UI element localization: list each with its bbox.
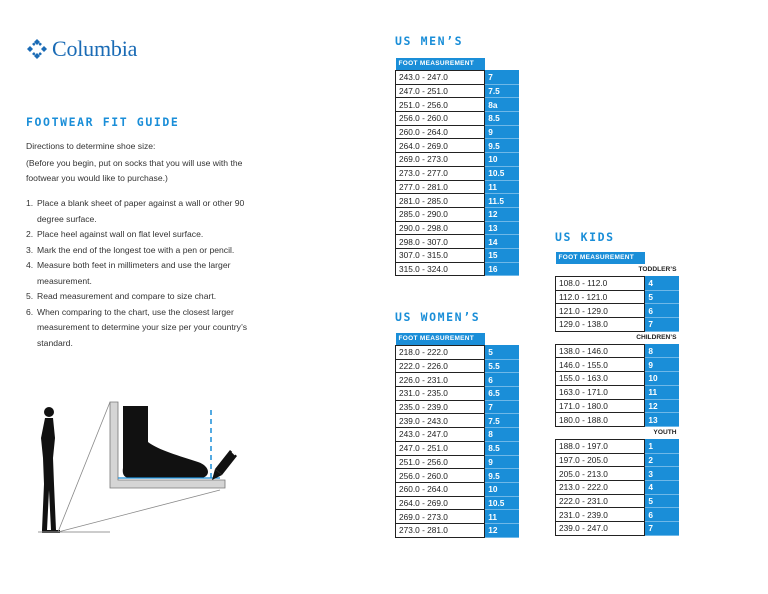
size-cell: 8.5	[485, 441, 519, 455]
size-cell: 6.5	[485, 387, 519, 401]
step-text: Place heel against wall on flat level surface.	[37, 229, 204, 239]
size-cell: 4	[645, 277, 679, 291]
size-cell: 5.5	[485, 359, 519, 373]
table-row	[396, 153, 519, 167]
table-row	[396, 221, 519, 235]
table-row	[556, 358, 679, 372]
size-cell: 13	[645, 413, 679, 427]
table-row	[556, 413, 679, 427]
table-row	[396, 359, 519, 373]
directions	[26, 139, 266, 188]
table-row	[396, 166, 519, 180]
measurement-cell: 251.0 - 256.0	[396, 98, 485, 112]
table-header-row	[396, 333, 519, 346]
table-row	[396, 482, 519, 496]
table-row	[556, 304, 679, 318]
person-silhouette-icon	[41, 407, 60, 533]
size-cell: 7.5	[485, 84, 519, 98]
step-item	[26, 258, 266, 289]
measurement-cell: 247.0 - 251.0	[396, 441, 485, 455]
measurement-cell: 260.0 - 264.0	[396, 482, 485, 496]
measurement-cell: 264.0 - 269.0	[396, 496, 485, 510]
step-item	[26, 196, 266, 227]
measurement-cell: 256.0 - 260.0	[396, 112, 485, 126]
size-cell: 8	[645, 344, 679, 358]
header-spacer	[645, 252, 679, 264]
step-text: Mark the end of the longest toe with a pen or pencil.	[37, 244, 235, 255]
table-row	[396, 262, 519, 276]
measurement-cell: 247.0 - 251.0	[396, 84, 485, 98]
size-cell: 11	[485, 510, 519, 524]
measurement-cell: 251.0 - 256.0	[396, 455, 485, 469]
measurement-cell: 239.0 - 243.0	[396, 414, 485, 428]
size-cell: 7	[485, 71, 519, 85]
measurement-cell: 197.0 - 205.0	[556, 453, 645, 467]
table-row	[396, 71, 519, 85]
size-cell: 11.5	[485, 194, 519, 208]
size-cell: 10.5	[485, 496, 519, 510]
measurement-cell: 239.0 - 247.0	[556, 522, 645, 536]
measurement-cell: 171.0 - 180.0	[556, 399, 645, 413]
size-cell: 10	[485, 153, 519, 167]
group-label: TODDLER’S	[556, 264, 679, 277]
kids-title: US KIDS	[555, 230, 615, 244]
size-cell: 15	[485, 248, 519, 262]
table-row	[396, 180, 519, 194]
step-item	[26, 243, 266, 259]
size-cell: 7	[485, 400, 519, 414]
size-cell: 8	[485, 428, 519, 442]
table-row	[556, 480, 679, 494]
step-item	[26, 305, 266, 352]
measurement-cell: 243.0 - 247.0	[396, 71, 485, 85]
measurement-cell: 298.0 - 307.0	[396, 235, 485, 249]
table-row	[396, 510, 519, 524]
size-cell: 12	[485, 523, 519, 537]
womens-title: US WOMEN’S	[395, 310, 481, 324]
measurement-cell: 290.0 - 298.0	[396, 221, 485, 235]
table-row	[396, 125, 519, 139]
foot-illustration-icon	[123, 406, 208, 478]
size-cell: 12	[645, 399, 679, 413]
size-cell: 16	[485, 262, 519, 276]
table-row	[396, 248, 519, 262]
measurement-cell: 273.0 - 281.0	[396, 523, 485, 537]
measurement-cell: 243.0 - 247.0	[396, 428, 485, 442]
mens-size-table	[395, 58, 519, 276]
table-row	[556, 399, 679, 413]
step-number: 1.	[26, 198, 34, 208]
step-item	[26, 227, 266, 243]
header-spacer	[485, 333, 519, 346]
size-cell: 6	[645, 508, 679, 522]
measurement-cell: 307.0 - 315.0	[396, 248, 485, 262]
measurement-cell: 277.0 - 281.0	[396, 180, 485, 194]
size-cell: 6	[645, 304, 679, 318]
table-row	[556, 453, 679, 467]
table-row	[396, 98, 519, 112]
kids-size-table	[555, 252, 679, 536]
measurement-cell: 315.0 - 324.0	[396, 262, 485, 276]
table-row	[556, 522, 679, 536]
steps-list	[26, 196, 266, 351]
measurement-cell: 281.0 - 285.0	[396, 194, 485, 208]
step-text: When comparing to the chart, use the closest larger measurement to determine your size per your country’s standard.	[37, 306, 248, 348]
size-cell: 11	[485, 180, 519, 194]
table-row	[556, 290, 679, 304]
measurement-cell: 273.0 - 277.0	[396, 166, 485, 180]
header-spacer	[485, 58, 519, 71]
measurement-cell: 264.0 - 269.0	[396, 139, 485, 153]
measurement-cell: 188.0 - 197.0	[556, 439, 645, 453]
table-row	[396, 139, 519, 153]
measurement-cell: 205.0 - 213.0	[556, 467, 645, 481]
group-label: YOUTH	[556, 426, 679, 439]
table-header-row	[556, 252, 679, 264]
brand-logo	[26, 36, 137, 62]
table-row	[396, 523, 519, 537]
measurement-cell: 121.0 - 129.0	[556, 304, 645, 318]
measurement-cell: 112.0 - 121.0	[556, 290, 645, 304]
measurement-illustration	[30, 398, 250, 538]
step-item	[26, 289, 266, 305]
table-row	[556, 508, 679, 522]
measurement-cell: 235.0 - 239.0	[396, 400, 485, 414]
size-cell: 8a	[485, 98, 519, 112]
size-cell: 5	[485, 346, 519, 360]
size-cell: 3	[645, 467, 679, 481]
table-row	[556, 467, 679, 481]
group-label-row	[556, 331, 679, 344]
measurement-cell: 269.0 - 273.0	[396, 510, 485, 524]
table-row	[556, 344, 679, 358]
group-label: CHILDREN’S	[556, 331, 679, 344]
table-row	[556, 318, 679, 332]
step-number: 6.	[26, 306, 34, 317]
size-cell: 4	[645, 480, 679, 494]
diamond-logo-icon	[26, 38, 48, 60]
measurement-cell: 231.0 - 239.0	[556, 508, 645, 522]
measurement-cell: 260.0 - 264.0	[396, 125, 485, 139]
table-row	[396, 373, 519, 387]
brand-name: Columbia	[52, 36, 138, 61]
table-row	[556, 372, 679, 386]
womens-size-table	[395, 333, 519, 538]
measurement-cell: 163.0 - 171.0	[556, 385, 645, 399]
size-cell: 14	[485, 235, 519, 249]
size-cell: 9.5	[485, 469, 519, 483]
step-number: 3.	[26, 244, 34, 255]
foot-measurement-header: FOOT MEASUREMENT	[556, 252, 645, 264]
table-row	[396, 414, 519, 428]
size-cell: 11	[645, 385, 679, 399]
foot-measurement-header: FOOT MEASUREMENT	[396, 58, 485, 71]
size-cell: 7.5	[485, 414, 519, 428]
directions-note: (Before you begin, put on socks that you will use with the footwear you would like to purchase.)	[26, 158, 243, 183]
size-cell: 9	[645, 358, 679, 372]
table-row	[396, 469, 519, 483]
directions-heading: Directions to determine shoe size:	[26, 141, 156, 151]
measurement-cell: 180.0 - 188.0	[556, 413, 645, 427]
table-row	[556, 439, 679, 453]
table-row	[396, 112, 519, 126]
measurement-cell: 222.0 - 226.0	[396, 359, 485, 373]
mens-title: US MEN’S	[395, 34, 464, 48]
measurement-cell: 231.0 - 235.0	[396, 387, 485, 401]
table-row	[556, 385, 679, 399]
table-header-row	[396, 58, 519, 71]
table-row	[396, 400, 519, 414]
measurement-cell: 218.0 - 222.0	[396, 346, 485, 360]
size-cell: 9	[485, 455, 519, 469]
step-text: Measure both feet in millimeters and use the larger measurement.	[37, 260, 231, 286]
step-number: 2.	[26, 229, 34, 239]
table-row	[396, 496, 519, 510]
size-cell: 7	[645, 522, 679, 536]
table-row	[396, 441, 519, 455]
measurement-cell: 285.0 - 290.0	[396, 207, 485, 221]
table-row	[396, 207, 519, 221]
size-cell: 5	[645, 494, 679, 508]
table-row	[396, 428, 519, 442]
measurement-cell: 146.0 - 155.0	[556, 358, 645, 372]
size-cell: 10	[645, 372, 679, 386]
size-cell: 7	[645, 318, 679, 332]
table-row	[396, 455, 519, 469]
size-cell: 5	[645, 290, 679, 304]
table-row	[396, 194, 519, 208]
group-label-row	[556, 426, 679, 439]
size-cell: 10	[485, 482, 519, 496]
table-row	[556, 494, 679, 508]
guide-title: FOOTWEAR FIT GUIDE	[26, 115, 180, 129]
size-cell: 9	[485, 125, 519, 139]
size-cell: 12	[485, 207, 519, 221]
size-cell: 10.5	[485, 166, 519, 180]
size-cell: 1	[645, 439, 679, 453]
measurement-cell: 129.0 - 138.0	[556, 318, 645, 332]
table-row	[396, 346, 519, 360]
pencil-icon	[212, 450, 237, 480]
step-number: 4.	[26, 260, 34, 270]
measurement-cell: 138.0 - 146.0	[556, 344, 645, 358]
measurement-cell: 108.0 - 112.0	[556, 277, 645, 291]
measurement-cell: 213.0 - 222.0	[556, 480, 645, 494]
group-label-row	[556, 264, 679, 277]
table-row	[396, 387, 519, 401]
measurement-cell: 222.0 - 231.0	[556, 494, 645, 508]
size-cell: 2	[645, 453, 679, 467]
table-row	[396, 84, 519, 98]
size-cell: 9.5	[485, 139, 519, 153]
size-cell: 8.5	[485, 112, 519, 126]
table-row	[396, 235, 519, 249]
size-cell: 13	[485, 221, 519, 235]
foot-measurement-header: FOOT MEASUREMENT	[396, 333, 485, 346]
measurement-cell: 256.0 - 260.0	[396, 469, 485, 483]
step-text: Place a blank sheet of paper against a wall or other 90 degree surface.	[37, 198, 245, 224]
step-number: 5.	[26, 291, 34, 301]
table-row	[556, 277, 679, 291]
measurement-cell: 269.0 - 273.0	[396, 153, 485, 167]
measurement-cell: 226.0 - 231.0	[396, 373, 485, 387]
size-cell: 6	[485, 373, 519, 387]
step-text: Read measurement and compare to size chart.	[37, 291, 217, 301]
measurement-cell: 155.0 - 163.0	[556, 372, 645, 386]
